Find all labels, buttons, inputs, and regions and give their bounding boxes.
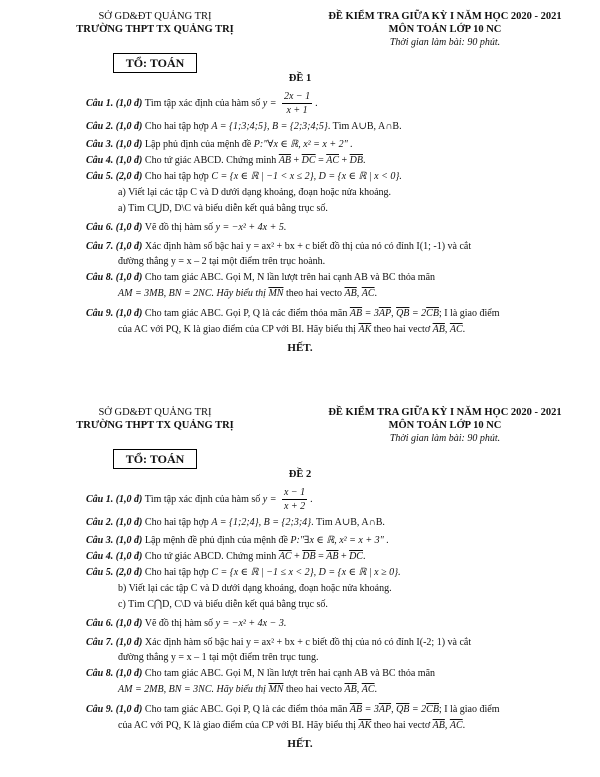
vector: $\overline{CB}$ xyxy=(426,308,439,319)
sep: , xyxy=(391,308,397,319)
question-label: Câu 8. (1,0 đ) xyxy=(86,272,143,283)
question-8-line2: AM = 2MB, BN = 3NC. Hãy biểu thị $\overline{MN}$ theo hai vecto $\overline{AB}$, $\overline{AC}$. xyxy=(118,684,378,695)
question-label: Câu 7. (1,0 đ) xyxy=(86,637,143,648)
question-9 xyxy=(86,308,586,320)
question-3 xyxy=(86,139,586,151)
question-text: của AC với PQ, K là giao điểm của CP với BI. Hãy biểu thị xyxy=(118,324,356,335)
subject: MÔN TOÁN LỚP 10 NC xyxy=(388,24,502,35)
question-text: Tìm tập xác định của hàm số xyxy=(144,97,261,109)
vector: $\overline{AK}$ xyxy=(358,324,372,335)
operator: + xyxy=(339,155,350,166)
question-8-line2: AM = 3MB, BN = 2NC. Hãy biểu thị $\overline{MN}$ theo hai vecto $\overline{AB}$, $\overline{AC}$. xyxy=(118,288,378,299)
question-6 xyxy=(86,222,586,234)
vector: $\overline{MN}$ xyxy=(268,684,284,695)
group-box: TỔ: TOÁN xyxy=(113,449,197,469)
question-label: Câu 4. (1,0 đ) xyxy=(86,551,143,562)
operator: + xyxy=(291,551,303,562)
operator: + xyxy=(338,551,350,562)
question-text: Cho hai tập hợp xyxy=(144,171,209,182)
question-4 xyxy=(86,551,586,563)
vector: $\overline{AP}$ xyxy=(378,308,392,319)
header-right xyxy=(300,10,590,49)
department: SỞ GD&ĐT QUẢNG TRỊ xyxy=(98,11,212,22)
vector: $\overline{AB}$ xyxy=(344,684,357,695)
question-label: Câu 7. (1,0 đ) xyxy=(86,241,143,252)
numerator: x − 1 xyxy=(283,487,306,498)
question-5 xyxy=(86,567,586,579)
vector: $\overline{AC}$ xyxy=(278,551,292,562)
question-label: Câu 6. (1,0 đ) xyxy=(86,618,143,629)
school-name: TRƯỜNG THPT TX QUẢNG TRỊ xyxy=(76,24,234,35)
question-text: Cho hai tập hợp xyxy=(144,567,209,578)
question-math: AM = 3MB, BN = 2NC. Hãy biểu thị xyxy=(118,288,266,299)
question-text: Vẽ đồ thị hàm số xyxy=(144,222,214,233)
question-7 xyxy=(86,637,586,649)
denominator: x + 1 xyxy=(286,105,308,116)
vector: $\overline{AB}$ xyxy=(344,288,357,299)
school-name: TRƯỜNG THPT TX QUẢNG TRỊ xyxy=(76,420,234,431)
vector: $\overline{AC}$ xyxy=(361,684,375,695)
question-math: C = {x ∈ ℝ | −1 < x ≤ 2}, D = {x ∈ ℝ | x < 0}. xyxy=(211,171,402,182)
question-1: Câu 1. (1,0 đ) Tìm tập xác định của hàm số y = $\frac{x - 1}{x + 2}$ . xyxy=(86,487,313,512)
question-2 xyxy=(86,517,586,529)
vector: $\overline{AB}$ xyxy=(432,720,445,731)
question-end: . xyxy=(362,551,366,562)
question-text: Lập mệnh đề phủ định của mệnh đề xyxy=(144,535,288,546)
question-text: Cho tam giác ABC. Gọi P, Q là các điểm thỏa mãn xyxy=(144,704,348,715)
vector: $\overline{QB}$ xyxy=(396,704,410,715)
question-text: Xác định hàm số bậc hai y = ax² + bx + c biết đồ thị của nó có đỉnh I(-2; 1) và cắt xyxy=(144,637,472,648)
question-math: y = −x² + 4x + 5. xyxy=(215,222,287,233)
question-math: A = {1;2;4}, B = {2;3;4} xyxy=(211,517,312,528)
question-text: Vẽ đồ thị hàm số xyxy=(144,618,214,629)
fraction xyxy=(282,486,307,513)
question-5a: b) Viết lại các tập C và D dưới dạng khoảng, đoạn hoặc nửa khoảng. xyxy=(118,583,392,594)
vector: $\overline{DB}$ xyxy=(302,551,316,562)
function-lhs: y = xyxy=(262,97,277,109)
operator: = xyxy=(315,155,327,166)
question-math: P:"∃x ∈ ℝ, x² = x + 3" . xyxy=(290,535,389,546)
question-tail: ; I là giao điểm xyxy=(438,308,500,319)
question-text: theo hai vectơ xyxy=(373,324,431,335)
question-math: C = {x ∈ ℝ | −1 ≤ x < 2}, D = {x ∈ ℝ | x ≥ 0}. xyxy=(211,567,401,578)
question-2 xyxy=(86,121,586,133)
question-math: AM = 2MB, BN = 3NC. Hãy biểu thị xyxy=(118,684,266,695)
coef: = 3 xyxy=(362,704,379,715)
question-7-line2: đường thẳng y = x – 1 tại một điểm trên trục tung. xyxy=(118,652,319,663)
question-label: Câu 9. (1,0 đ) xyxy=(86,704,143,715)
question-5 xyxy=(86,171,586,183)
vector: $\overline{AC}$ xyxy=(449,324,463,335)
question-5a: a) Viết lại các tập C và D dưới dạng khoảng, đoạn hoặc nửa khoảng. xyxy=(118,187,392,198)
question-text: Xác định hàm số bậc hai y = ax² + bx + c biết đồ thị của nó có đỉnh I(1; -1) và cắt xyxy=(144,241,472,252)
question-label: Câu 5. (2,0 đ) xyxy=(86,171,143,182)
vector: $\overline{QB}$ xyxy=(396,308,410,319)
question-text: Tìm tập xác định của hàm số xyxy=(144,493,261,505)
question-4 xyxy=(86,155,586,167)
question-text: Cho tam giác ABC. Gọi P, Q là các điểm thỏa mãn xyxy=(144,308,348,319)
vector: $\overline{AC}$ xyxy=(449,720,463,731)
vector: $\overline{AB}$ xyxy=(278,155,292,166)
question-text: Cho tứ giác ABCD. Chứng minh xyxy=(144,155,277,166)
question-text: theo hai vecto xyxy=(285,288,343,299)
denominator: x + 2 xyxy=(283,501,306,512)
question-end: . xyxy=(362,155,366,166)
question-label: Câu 1. (1,0 đ) xyxy=(86,97,143,109)
time-limit: Thời gian làm bài: 90 phút. xyxy=(389,37,501,48)
question-tail: ; I là giao điểm xyxy=(438,704,500,715)
question-label: Câu 3. (1,0 đ) xyxy=(86,139,143,150)
question-text: Cho tam giác ABC. Gọi M, N lần lượt trên hai cạnh AB và BC thỏa mãn xyxy=(144,272,436,283)
question-label: Câu 5. (2,0 đ) xyxy=(86,567,143,578)
exam-code: ĐỀ 1 xyxy=(288,73,312,84)
question-5b: c) Tìm C⋂D, C\D và biểu diễn kết quả bằng trục số. xyxy=(118,599,328,610)
question-label: Câu 6. (1,0 đ) xyxy=(86,222,143,233)
question-9-line2: của AC với PQ, K là giao điểm của CP với BI. Hãy biểu thị $\overline{AK}$ theo hai vectơ $\overline{AB}$, $\overline{AC}$. xyxy=(118,720,466,731)
time-limit: Thời gian làm bài: 90 phút. xyxy=(389,433,501,444)
question-6 xyxy=(86,618,586,630)
fraction xyxy=(282,90,312,117)
vector: $\overline{DC}$ xyxy=(349,551,363,562)
coef: = 2 xyxy=(409,308,427,319)
question-7 xyxy=(86,241,586,253)
question-text: Cho hai tập hợp xyxy=(144,517,209,528)
exam-title: ĐỀ KIỂM TRA GIỮA KỲ I NĂM HỌC 2020 - 2021 xyxy=(328,11,562,22)
vector: $\overline{AP}$ xyxy=(378,704,392,715)
header-left xyxy=(70,406,240,432)
question-5b: a) Tìm C⋃D, D\C và biểu diễn kết quả bằng trục số. xyxy=(118,203,328,214)
question-math: P:"∀x ∈ ℝ, x² = x + 2" . xyxy=(253,139,353,150)
numerator: 2x − 1 xyxy=(283,91,311,102)
question-label: Câu 3. (1,0 đ) xyxy=(86,535,143,546)
header-left xyxy=(70,10,240,36)
question-3 xyxy=(86,535,586,547)
question-text: Cho tam giác ABC. Gọi M, N lần lượt trên hai cạnh AB và BC thỏa mãn xyxy=(144,668,436,679)
end-mark: HẾT. xyxy=(287,342,313,354)
vector: $\overline{DB}$ xyxy=(349,155,363,166)
vector: $\overline{AC}$ xyxy=(326,155,339,166)
vector: $\overline{AB}$ xyxy=(326,551,339,562)
subject: MÔN TOÁN LỚP 10 NC xyxy=(388,420,502,431)
question-text: theo hai vectơ xyxy=(373,720,431,731)
function-lhs: y = xyxy=(262,493,277,505)
question-1: Câu 1. (1,0 đ) Tìm tập xác định của hàm số y = $\frac{2x - 1}{x + 1}$ . xyxy=(86,91,318,116)
question-label: Câu 9. (1,0 đ) xyxy=(86,308,143,319)
question-tail: . Tìm A∪B, A∩B. xyxy=(327,121,402,132)
coef: = 3 xyxy=(362,308,379,319)
vector: $\overline{AK}$ xyxy=(358,720,372,731)
question-text: theo hai vecto xyxy=(285,684,343,695)
end-mark: HẾT. xyxy=(287,738,313,750)
question-math: y = −x² + 4x − 3. xyxy=(215,618,287,629)
operator: = xyxy=(315,551,327,562)
vector: $\overline{CB}$ xyxy=(426,704,439,715)
vector: $\overline{AB}$ xyxy=(432,324,445,335)
question-label: Câu 1. (1,0 đ) xyxy=(86,493,143,505)
sep: , xyxy=(391,704,397,715)
exam-title: ĐỀ KIỂM TRA GIỮA KỲ I NĂM HỌC 2020 - 2021 xyxy=(328,407,562,418)
department: SỞ GD&ĐT QUẢNG TRỊ xyxy=(98,407,212,418)
operator: + xyxy=(291,155,302,166)
question-7-line2: đường thẳng y = x – 2 tại một điểm trên trục hoành. xyxy=(118,256,326,267)
question-text: của AC với PQ, K là giao điểm của CP với BI. Hãy biểu thị xyxy=(118,720,356,731)
vector: $\overline{MN}$ xyxy=(268,288,284,299)
group-box: TỔ: TOÁN xyxy=(113,53,197,73)
question-label: Câu 4. (1,0 đ) xyxy=(86,155,143,166)
question-math: A = {1;3;4;5}, B = {2;3;4;5} xyxy=(211,121,328,132)
question-8 xyxy=(86,668,586,680)
question-label: Câu 2. (1,0 đ) xyxy=(86,121,143,132)
question-label: Câu 2. (1,0 đ) xyxy=(86,517,143,528)
question-label: Câu 8. (1,0 đ) xyxy=(86,668,143,679)
header-right xyxy=(300,406,590,445)
question-9-line2: của AC với PQ, K là giao điểm của CP với BI. Hãy biểu thị $\overline{AK}$ theo hai vectơ $\overline{AB}$, $\overline{AC}$. xyxy=(118,324,466,335)
question-8 xyxy=(86,272,586,284)
question-tail: . Tìm A∪B, A∩B. xyxy=(311,517,385,528)
vector: $\overline{AB}$ xyxy=(349,308,363,319)
question-text: Cho hai tập hợp xyxy=(144,121,209,132)
vector: $\overline{AC}$ xyxy=(361,288,375,299)
vector: $\overline{AB}$ xyxy=(349,704,363,715)
vector: $\overline{DC}$ xyxy=(301,155,316,166)
question-9 xyxy=(86,704,586,716)
question-text: Lập phủ định của mệnh đề xyxy=(144,139,252,150)
exam-code: ĐỀ 2 xyxy=(288,469,312,480)
question-text: Cho tứ giác ABCD. Chứng minh xyxy=(144,551,277,562)
coef: = 2 xyxy=(409,704,427,715)
